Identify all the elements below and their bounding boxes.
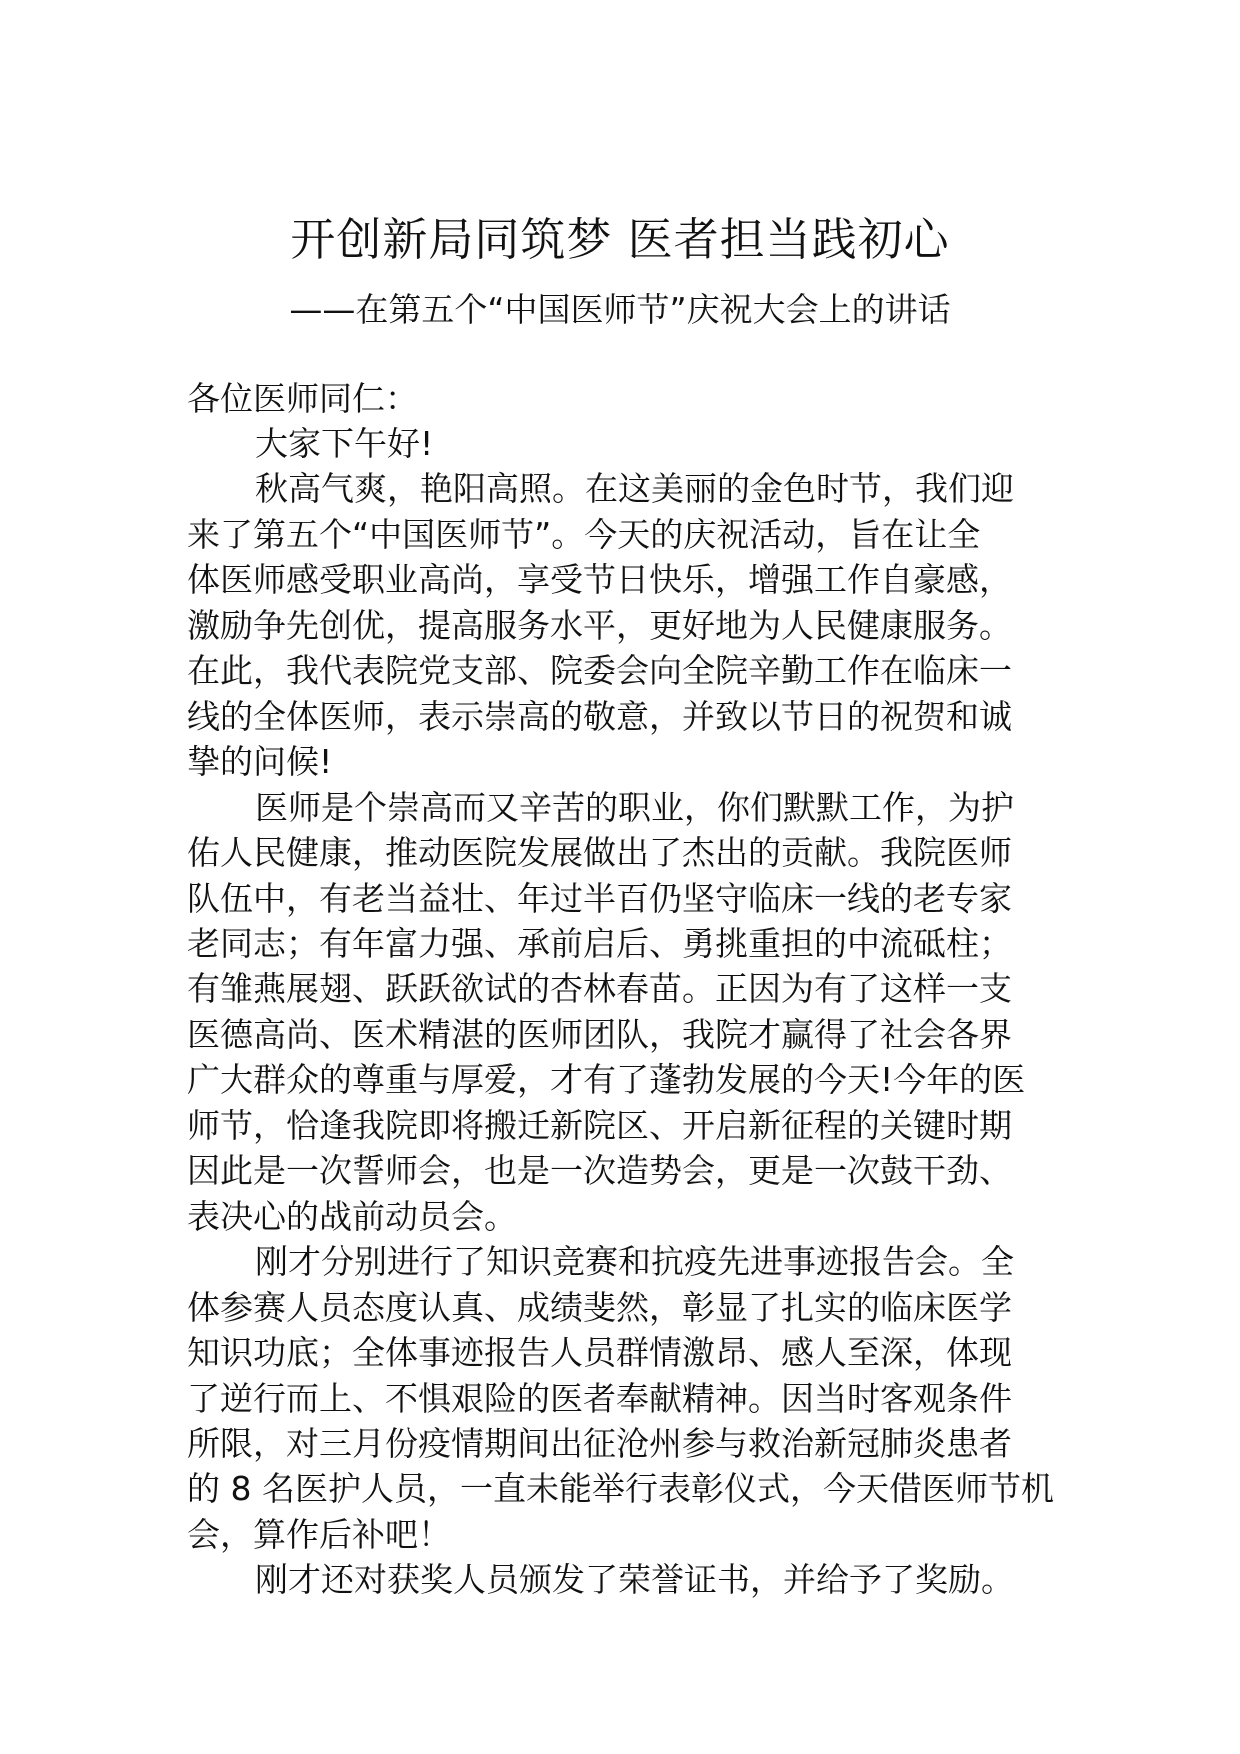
text-line: 佑人民健康，推动医院发展做出了杰出的贡献。我院医师	[187, 833, 1012, 873]
text-line: 会，算作后补吧！	[187, 1514, 451, 1554]
document-subtitle: ——在第五个“中国医师节”庆祝大会上的讲话	[289, 290, 951, 329]
text-line: 刚才分别进行了知识竞赛和抗疫先进事迹报告会。全	[255, 1242, 1014, 1282]
text-line: 的 8 名医护人员，一直未能举行表彰仪式，今天借医师节机	[187, 1469, 1054, 1509]
text-line: 队伍中，有老当益壮、年过半百仍坚守临床一线的老专家	[187, 878, 1012, 918]
text-line: 医德高尚、医术精湛的医师团队，我院才赢得了社会各界	[187, 1014, 1012, 1054]
text-line: 老同志；有年富力强、承前启后、勇挑重担的中流砥柱；	[187, 923, 1012, 963]
text-line: 刚才还对获奖人员颁发了荣誉证书，并给予了奖励。	[255, 1560, 1014, 1600]
text-line: 表决心的战前动员会。	[187, 1196, 517, 1236]
text-line: 挚的问候!	[187, 742, 333, 782]
text-line: 师节，恰逢我院即将搬迁新院区、开启新征程的关键时期	[187, 1105, 1012, 1145]
text-line: 了逆行而上、不惧艰险的医者奉献精神。因当时客观条件	[187, 1378, 1012, 1418]
text-line: 激励争先创优，提高服务水平，更好地为人民健康服务。	[187, 605, 1012, 645]
salutation: 各位医师同仁：	[187, 379, 418, 418]
text-line: 来了第五个“中国医师节”。今天的庆祝活动，旨在让全	[187, 514, 981, 554]
text-line: 有雏燕展翅、跃跃欲试的杏林春苗。正因为有了这样一支	[187, 969, 1012, 1009]
document-title: 开创新局同筑梦 医者担当践初心	[290, 213, 950, 266]
text-line: 秋高气爽，艳阳高照。在这美丽的金色时节，我们迎	[255, 469, 1014, 509]
text-line: 在此，我代表院党支部、院委会向全院辛勤工作在临床一	[187, 651, 1012, 691]
text-line: 医师是个崇高而又辛苦的职业，你们默默工作，为护	[255, 787, 1014, 827]
text-line: 知识功底；全体事迹报告人员群情激昂、感人至深，体现	[187, 1333, 1012, 1373]
text-line: 因此是一次誓师会，也是一次造势会，更是一次鼓干劲、	[187, 1151, 1012, 1191]
speech-body	[187, 421, 1067, 1603]
text-line: 线的全体医师，表示崇高的敬意，并致以节日的祝贺和诚	[187, 696, 1012, 736]
text-line: 体医师感受职业高尚，享受节日快乐，增强工作自豪感，	[187, 560, 1012, 600]
text-line: 广大群众的尊重与厚爱，才有了蓬勃发展的今天!今年的医	[187, 1060, 1026, 1100]
text-line: 体参赛人员态度认真、成绩斐然，彰显了扎实的临床医学	[187, 1287, 1012, 1327]
text-line: 大家下午好!	[255, 424, 434, 463]
text-line: 所限，对三月份疫情期间出征沧州参与救治新冠肺炎患者	[187, 1423, 1012, 1463]
